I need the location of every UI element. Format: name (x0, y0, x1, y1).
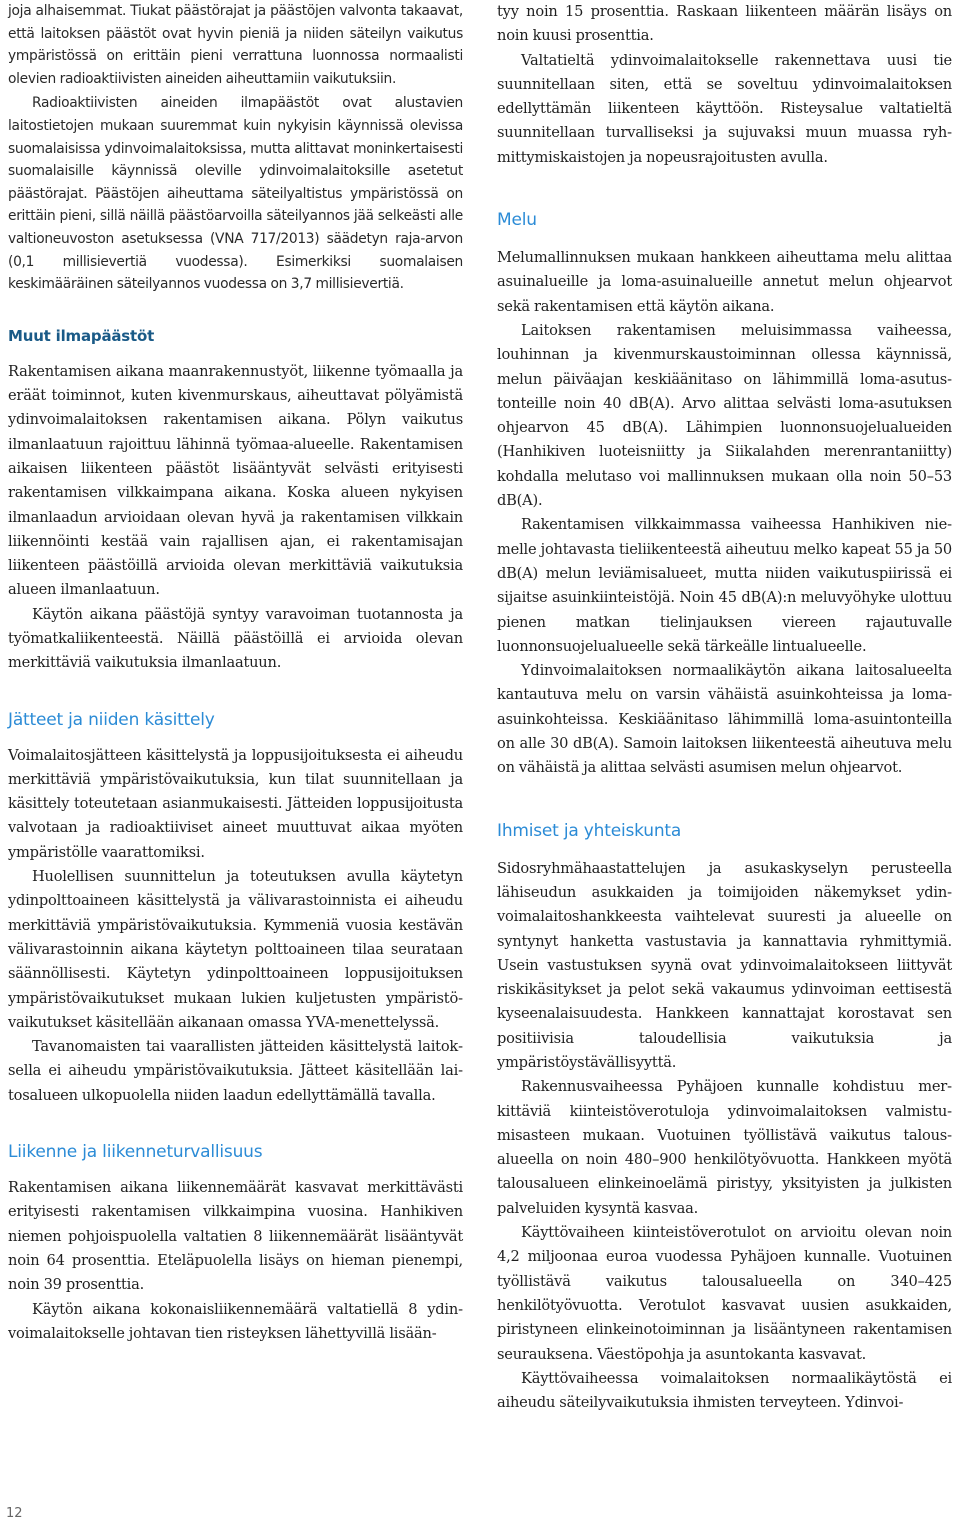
paragraph-road-noise: Rakentamisen vilkkaimmassa vaiheessa Hanhikiven niemelle johtavasta tieliikenteestä aiheutuu melko kapeat 55 ja 50 dB(A) melun leviämisalueet, mutta niiden vaikutuspiirissä ei sijaitse asuinkiinteistöjä. Noin 45 dB(A):n meluvyöhyke ulottuu pienen matkan tielinjauksen viereen rajautuvalle luonnonsuojelualueelle sekä tärkeälle lintualueelle. (497, 516, 952, 655)
paragraph-conventional-waste: Tavanomaisten tai vaarallisten jätteiden käsittelystä laitoksella ei aiheudu ympäristövaikutuksia. Jätteet käsitellään laitosalueen ulkopuolella niiden laadun edellyttämällä tavalla. (8, 1038, 463, 1104)
paragraph-radiation-effects: joja alhaisemmat. Tiukat päästörajat ja päästöjen valvonta takaavat, että laitoksen päästöt ovat hyvin pieniä ja niiden säteilyn vaikutus ympäristössä on erittäin pieni verrattuna luonnossa normaalisti olevien radioaktiivisten aineiden aiheuttamiin vaikutuksiin. (8, 3, 463, 87)
paragraph-construction-noise: Laitoksen rakentamisen meluisimmassa vaiheessa, louhinnan ja kivenmurskaustoiminnan ollessa käynnissä, melun päiväajan keskiäänitaso on lähimmillä loma-asutustonteille noin 40 dB(A). Arvo alittaa selvästi loma-asutuksen ohjearvon 45 dB(A). Lähimpien luonnonsuojelualueiden (Hanhikiven luoteisniitty ja Siikalahden merenrantaniitty) kohdalla melutaso voi mallinnuksen mukaan olla noin 50–53 dB(A). (497, 321, 952, 510)
paragraph-noise-modelling: Melumallinnuksen mukaan hankkeen aiheuttama melu alittaa asuinalueille ja loma-asuinalueille annetut melun ohjearvot sekä rakentamisen että käytön aikana. (497, 249, 952, 315)
paragraph-construction-dust: Rakentamisen aikana maanrakennustyöt, liikenne työmaalla ja eräät toiminnot, kuten kivenmurskaus, aiheuttavat pölyämistä ydinvoimalaitoksen rakentamisen aikana. Pölyn vaikutus ilmanlaatuun rajoittuu lähinnä työmaa-alueelle. Rakentamisen aikaisen liikenteen päästöt lisääntyvät selvästi erityisesti rakentamisen vilkkaimpana aikana. Koska alueen nykyisen ilmanlaadun arvioidaan olevan hyvä ja rakentamisen vilkkain liikennöinti kestää vain rajallisen ajan, ei rakentamisajan liikenteen päästöillä arvioida olevan merkittäviä vaikutuksia alueen ilmanlaatuun. (8, 362, 463, 599)
heading-other-air-emissions: Muut ilmapäästöt (8, 326, 155, 345)
paragraph-operation-traffic: Käytön aikana kokonaisliikennemäärä valtatiellä 8 ydinvoimalaitokselle johtavan tien risteyksen lähettyvillä lisään- (8, 1300, 463, 1342)
paragraph-operation-noise: Ydinvoimalaitoksen normaalikäytön aikana laitosalueelta kantautuva melu on varsin vähäistä asuinkohteissa ja loma-asuinkohteissa. Keskiäänitaso lähimmillä loma-asuintonteilla on alle 30 dB(A). Samoin laitoksen liikenteestä aiheutuva melu on vähäistä ja alittaa selvästi asumisen melun ohjearvot. (497, 662, 952, 777)
paragraph-spent-fuel: Huolellisen suunnittelun ja toteutuksen avulla käytetyn ydinpolttoaineen käsittelystä ja välivarastoinnista ei aiheudu merkittäviä ympäristövaikutuksia. Kymmeniä vuosia kestävän välivarastoinnin aikana käytetyn polttoaineen tilaa seurataan säännöllisesti. Käytetyn ydinpolttoaineen loppusijoituksen ympäristövaikutukset mukaan lukien kuljetusten ympäristövaikutukset käsitellään aikanaan omassa YVA-menettelyssä. (8, 868, 463, 1031)
paragraph-construction-economy: Rakennusvaiheessa Pyhäjoen kunnalle kohdistuu merkittäviä kiinteistöverotuloja ydinvoimalaitoksen valmistumisasteen mukaan. Vuotuinen työllistävä vaikutus talousalueella on noin 480–900 henkilötyövuotta. Hankkeen myötä talousalueen elinkeinoelämä piristyy, yksityisten ja julkisten palveluiden kysyntä kasvaa. (497, 1078, 952, 1217)
heading-noise: Melu (497, 210, 537, 231)
left-column (8, 0, 463, 1346)
right-column (497, 0, 952, 1415)
paragraph-heavy-traffic: tyy noin 15 prosenttia. Raskaan liikenteen määrän lisäys on noin kuusi prosenttia. (497, 3, 952, 45)
heading-traffic-safety: Liikenne ja liikenneturvallisuus (8, 1142, 263, 1163)
paragraph-new-road: Valtatieltä ydinvoimalaitokselle rakennettava uusi tie suunnitellaan siten, että se soveltuu ydinvoimalaitoksen edellyttämän liikenteen käyttöön. Risteysalue valtatieltä suunnitellaan turvalliseksi ja sujuvaksi muun muassa ryhmittymiskaistojen ja nopeusrajoitusten avulla. (497, 51, 952, 166)
paragraph-health-effects: Käyttövaiheessa voimalaitoksen normaalikäytöstä ei aiheudu säteilyvaikutuksia ihmisten terveyteen. Ydinvoi- (497, 1369, 952, 1412)
paragraph-construction-traffic: Rakentamisen aikana liikennemäärät kasvavat merkittävästi erityisesti rakentamisen vilkkaimpina vuosina. Hanhikiven niemen pohjoispuolella valtatien 8 liikennemäärät lisääntyvät noin 64 prosenttia. Eteläpuolella lisäys on hieman pienempi, noin 39 prosenttia. (8, 1179, 463, 1294)
paragraph-air-emissions: Radioaktiivisten aineiden ilmapäästöt ovat alustavien laitostietojen mukaan suuremmat kuin nykyisin käynnissä olevissa suomalaisissa ydinvoimalaitoksissa, mutta alittavat moninkertaisesti suomalaisille käynnissä oleville ydinvoimalaitoksille asetetut päästörajat. Päästöjen aiheuttama säteilyaltistus ympäristössä on erittäin pieni, sillä näillä päästöarvoilla säteilyannos jää selkeästi alle valtioneuvoston asetuksessa (VNA 717/2013) säädetyn raja-arvon (0,1 millisievertiä vuodessa). Esimerkiksi suomalaisen keskimääräinen säteilyannos vuodessa on 3,7 millisievertiä. (8, 95, 463, 293)
paragraph-stakeholder-views: Sidosryhmähaastattelujen ja asukaskyselyn perusteella lähiseudun asukkaiden ja toimijoiden näkemykset ydinvoimalaitoshankkeesta vaihtelevat suuresti ja alueelle on syntynyt hanketta vastustavia ja kannattavia ryhmittymiä. Usein vastustuksen syynä ovat ydinvoimalaitokseen liittyvät riskikäsitykset ja pelot sekä vakaumus ydinvoiman eettisestä kyseenalaisuudesta. Hankkeen kannattajat korostavat sen positiivisia taloudellisia vaikutuksia ja ympäristöystävällisyyttä. (497, 859, 952, 1071)
paragraph-operation-emissions: Käytön aikana päästöjä syntyy varavoiman tuotannosta ja työmatkaliikenteestä. Näillä päästöillä ei arvioida olevan merkittäviä vaikutuksia ilmanlaatuun. (8, 605, 463, 672)
paragraph-operation-economy: Käyttövaiheen kiinteistöverotulot on arvioitu olevan noin 4,2 miljoonaa euroa vuodessa Pyhäjoen kunnalle. Vuotuinen työllistävä vaikutus talousalueella on 340–425 henkilötyövuotta. Verotulot kasvavat uusien asukkaiden, piristyneen elinkeinotoiminnan ja lisääntyneen rakentamisen seurauksena. Väestöpohja ja asuntokanta kasvavat. (497, 1224, 952, 1363)
page-number: 12 (6, 1506, 23, 1521)
heading-waste-handling: Jätteet ja niiden käsittely (8, 709, 215, 730)
heading-people-society: Ihmiset ja yhteiskunta (497, 820, 682, 841)
paragraph-plant-waste: Voimalaitosjätteen käsittelystä ja loppusijoituksesta ei aiheudu merkittäviä ympäristövaikutuksia, kun tilat suunnitellaan ja käsittely toteutetaan asianmukaisesti. Jätteiden loppusijoitusta valvotaan ja radioaktiiviset aineet muuttuvat aikaa myöten ympäristölle vaarattomiksi. (8, 746, 463, 861)
